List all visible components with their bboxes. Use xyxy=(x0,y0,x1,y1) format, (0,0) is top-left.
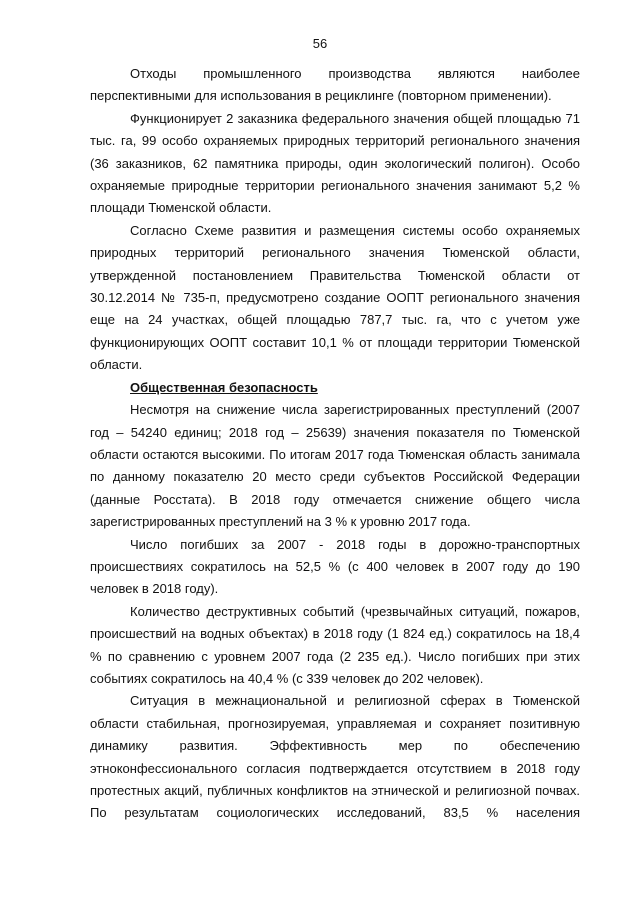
paragraph-crime-statistics: Несмотря на снижение числа зарегистрированных преступлений (2007 год – 54240 единиц; 2018 год – 25639) значения показателя по Тюменской области остаются высокими. По итогам 2017 года Тюменская область занимала по данному показателю 20 место среди субъектов Российской Федерации (данные Росстата). В 2018 году отмечается снижение общего числа зарегистрированных преступлений на 3 % к уровню 2017 года. xyxy=(90,402,580,530)
section-heading-public-safety: Общественная безопасность xyxy=(130,379,318,395)
paragraph-destructive-events: Количество деструктивных событий (чрезвычайных ситуаций, пожаров, происшествий на водных объектах) в 2018 году (1 824 ед.) сократилось на 18,4 % по сравнению с уровнем 2007 года (2 235 ед.). Число погибших при этих событиях сократилось на 40,4 % (с 339 человек до 202 человек). xyxy=(90,603,580,686)
paragraph-waste-recycling: Отходы промышленного производства являются наиболее перспективными для использования в рециклинге (повторном применении). xyxy=(90,66,580,104)
document-body xyxy=(90,63,580,825)
paragraph-protected-areas-plan: Согласно Схеме развития и размещения системы особо охраняемых природных территорий регионального значения Тюменской области, утвержденной постановлением Правительства Тюменской области от 30.12.2014 № 735-п, предусмотрено создание ООПТ регионального значения еще на 24 участках, общей площадью 787,7 тыс. га, что с учетом уже функционирующих ООПТ составит 10,1 % от площади территории Тюменской области. xyxy=(90,222,580,373)
paragraph-road-fatalities: Число погибших за 2007 - 2018 годы в дорожно-транспортных происшествиях сократилось на 52,5 % (с 400 человек в 2007 году до 190 человек в 2018 году). xyxy=(90,536,580,597)
page-number: 56 xyxy=(312,36,328,51)
paragraph-protected-areas: Функционирует 2 заказника федерального значения общей площадью 71 тыс. га, 99 особо охраняемых природных территорий регионального значения (36 заказников, 62 памятника природы, один экологический полигон). Особо охраняемые природные территории регионального значения занимают 5,2 % площади Тюменской области. xyxy=(90,110,580,216)
paragraph-interethnic-situation: Ситуация в межнациональной и религиозной сферах в Тюменской области стабильная, прогнозируемая, управляемая и сохраняет позитивную динамику развития. Эффективность мер по обеспечению этноконфессионального согласия подтверждается отсутствием в 2018 году протестных акций, публичных конфликтов на этнической и религиозной почвах. По результатам социологических исследований, 83,5 % населения xyxy=(90,693,580,821)
